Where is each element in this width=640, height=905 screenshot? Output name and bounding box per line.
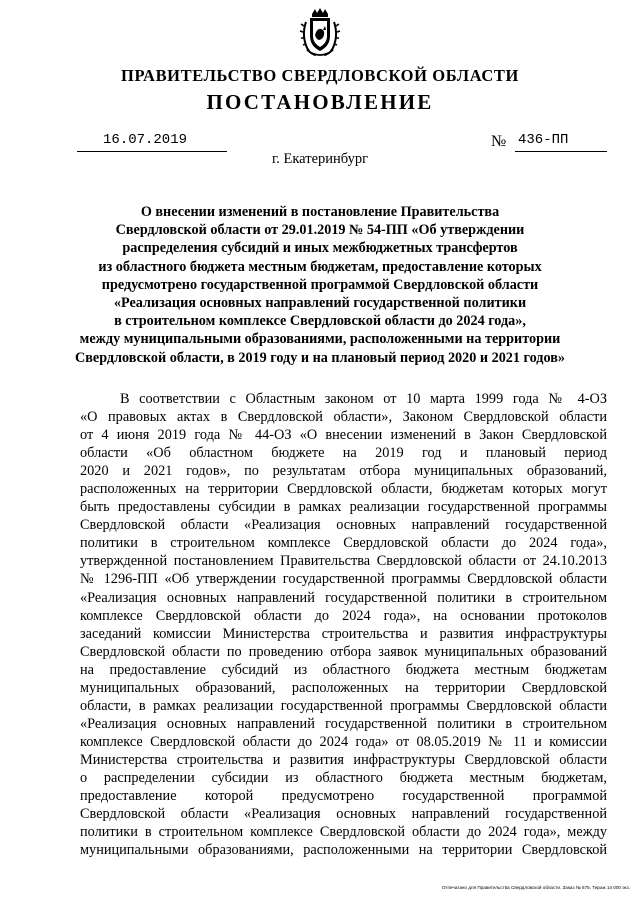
body-line: предоставление которой предусмотрено государственной программой xyxy=(80,788,607,805)
date-field xyxy=(77,132,227,152)
body-line: № 1296-ПП «Об утверждении государственной программы Свердловской области xyxy=(80,571,607,588)
body-line: Свердловской области «Реализация основных направлений государственной xyxy=(80,806,607,823)
body-line: на предоставление субсидий из областного бюджета местным бюджетам xyxy=(80,661,607,678)
title-line: О внесении изменений в постановление Правительства xyxy=(140,204,500,220)
body-line: муниципальных образований, расположенных на территории Свердловской xyxy=(80,679,607,696)
title-line: распределения субсидий и иных межбюджетных трансфертов xyxy=(122,240,518,257)
body-line: комплексе Свердловской области до 2024 года», на основании протоколов xyxy=(80,607,607,624)
title-line: в строительном комплексе Свердловской области до 2024 года», xyxy=(114,313,526,330)
body-line: «Реализация основных направлений государственной политики в строительном xyxy=(80,589,607,606)
body-line: «О правовых актах в Свердловской области», Законом Свердловской области xyxy=(80,409,607,426)
document-title xyxy=(55,203,585,367)
body-line: Министерства строительства и развития инфраструктуры Свердловской области xyxy=(80,751,607,768)
number-field xyxy=(515,132,607,152)
body-line: быть предоставлены субсидии в рамках реализации государственной программы xyxy=(80,499,607,516)
body-line: комплексе Свердловской области до 2024 года» от 08.05.2019 № 11 и комиссии xyxy=(80,733,607,750)
title-line: Свердловской области, в 2019 году и на плановый период 2020 и 2021 годов» xyxy=(75,349,565,366)
body-line: В соответствии с Областным законом от 10 марта 1999 года № 4-ОЗ xyxy=(120,391,607,407)
date-value: 16.07.2019 xyxy=(103,132,188,148)
body-line: Свердловской области по проведению отбора заявок муниципальных образований xyxy=(80,643,607,660)
body-line: заседаний комиссии Министерства строительства и развития инфраструктуры xyxy=(80,625,607,642)
document-type: ПОСТАНОВЛЕНИЕ xyxy=(206,90,434,114)
body-line: 2020 и 2021 годов», по результатам отбора муниципальных образований, xyxy=(80,463,607,480)
coat-of-arms-icon xyxy=(298,8,342,58)
title-line: «Реализация основных направлений государственной политики xyxy=(113,295,527,312)
body-line: Свердловской области «Реализация основных направлений государственной xyxy=(80,517,607,534)
body-line: политики в строительном комплексе Свердловской области до 2024 года», между xyxy=(80,824,607,841)
body-line: от 4 июня 2019 года № 44-ОЗ «О внесении изменений в Закон Свердловской xyxy=(80,427,607,444)
body-line: «Реализация основных направлений государственной политики в строительном xyxy=(80,715,607,732)
title-line: между муниципальными образованиями, расположенными на территории xyxy=(79,331,561,348)
print-note: Отпечатано для Правительства Свердловской области. Заказ № 675. Тираж 14 000 экз. xyxy=(441,885,630,890)
body-line: муниципальными образованиями, расположенными на территории Свердловской xyxy=(80,842,607,859)
body-paragraph xyxy=(80,390,607,859)
title-line: Свердловской области от 29.01.2019 № 54-ПП «Об утверждении xyxy=(115,222,525,239)
body-line: утвержденной постановлением Правительства Свердловской области от 24.10.2013 xyxy=(80,553,607,570)
body-line: о распределении субсидии из областного бюджета местным бюджетам, xyxy=(80,769,607,786)
body-line: расположенных на территории Свердловской области, бюджетам которых могут xyxy=(80,481,607,498)
title-line: из областного бюджета местным бюджетам, предоставление которых xyxy=(98,258,542,275)
city: г. Екатеринбург xyxy=(271,151,369,167)
body-line: области, в рамках реализации государственной программы Свердловской области xyxy=(80,697,607,714)
body-line: политики в строительном комплексе Свердловской области до 2024 года», xyxy=(80,535,607,552)
title-line: предусмотрено государственной программой Свердловской области xyxy=(101,276,539,293)
body-line: области «Об областном бюджете на 2019 год и плановый период xyxy=(80,445,607,462)
number-value: 436-ПП xyxy=(518,132,569,148)
government-name: ПРАВИТЕЛЬСТВО СВЕРДЛОВСКОЙ ОБЛАСТИ xyxy=(121,66,519,85)
number-sign: № xyxy=(491,133,507,150)
